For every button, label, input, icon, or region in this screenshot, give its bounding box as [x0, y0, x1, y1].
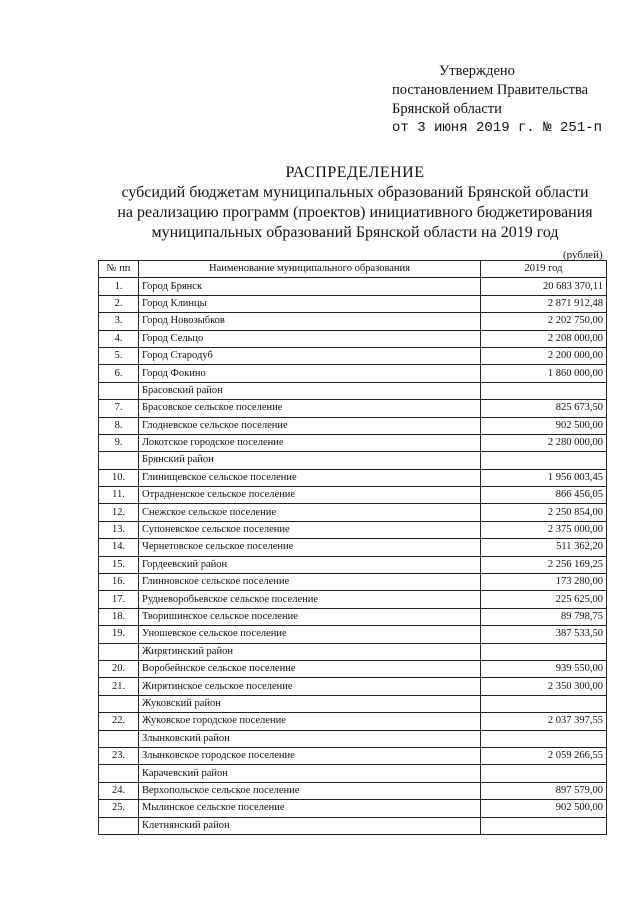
row-number: 16.: [99, 574, 139, 591]
table-row: [99, 434, 607, 451]
table-row: [99, 400, 607, 417]
district-row: [99, 452, 607, 469]
document-subtitle-line3: муниципальных образований Брянской области на 2019 год: [151, 224, 559, 241]
municipality-name: Локотское городское поселение: [139, 434, 481, 451]
subsidy-amount: [481, 382, 607, 399]
municipality-name: Воробейнское сельское поселение: [139, 660, 481, 677]
municipality-name: Город Фокино: [139, 365, 481, 382]
subsidy-amount: 825 673,50: [481, 400, 607, 417]
district-row: [99, 695, 607, 712]
subsidy-amount: 866 456,05: [481, 487, 607, 504]
subsidy-amount: 511 362,20: [481, 539, 607, 556]
municipality-name: Злынковский район: [139, 730, 481, 747]
table-row: [99, 660, 607, 677]
subsidy-amount: 2 208 000,00: [481, 330, 607, 347]
municipality-name: Глинновское сельское поселение: [139, 574, 481, 591]
municipality-name: Гордеевский район: [139, 556, 481, 573]
municipality-name: Супоневское сельское поселение: [139, 521, 481, 538]
document-heading: [100, 163, 610, 243]
table-row: [99, 556, 607, 573]
municipality-name: Жирятинский район: [139, 643, 481, 660]
municipality-name: Уношевское сельское поселение: [139, 626, 481, 643]
row-number: 5.: [99, 347, 139, 364]
municipality-name: Творишинское сельское поселение: [139, 608, 481, 625]
subsidy-amount: [481, 643, 607, 660]
table-row: [99, 278, 607, 295]
municipality-name: Брасовское сельское поселение: [139, 400, 481, 417]
municipality-name: Город Стародуб: [139, 347, 481, 364]
table-row: [99, 521, 607, 538]
subsidy-amount: 2 256 169,25: [481, 556, 607, 573]
row-number: [99, 765, 139, 782]
subsidy-amount: 2 871 912,48: [481, 295, 607, 312]
subsidy-amount: [481, 765, 607, 782]
subsidy-amount: 2 375 000,00: [481, 521, 607, 538]
municipality-name: Отрадненское сельское поселение: [139, 487, 481, 504]
table-row: [99, 365, 607, 382]
subsidy-amount: 1 860 000,00: [481, 365, 607, 382]
municipality-name: Брасовский район: [139, 382, 481, 399]
district-row: [99, 765, 607, 782]
municipality-name: Жирятинское сельское поселение: [139, 678, 481, 695]
municipality-name: Жуковский район: [139, 695, 481, 712]
subsidy-amount: 20 683 370,11: [481, 278, 607, 295]
subsidy-amount: 2 200 000,00: [481, 347, 607, 364]
district-row: [99, 382, 607, 399]
row-number: 10.: [99, 469, 139, 486]
currency-unit: (рублей): [563, 249, 603, 261]
row-number: [99, 817, 139, 834]
subsidy-amount: [481, 817, 607, 834]
approval-authority: постановлением Правительства: [392, 82, 589, 98]
table-row: [99, 800, 607, 817]
table-row: [99, 713, 607, 730]
column-header-year: 2019 год: [481, 261, 607, 278]
table-row: [99, 539, 607, 556]
row-number: 18.: [99, 608, 139, 625]
subsidy-amount: 387 533,50: [481, 626, 607, 643]
municipality-name: Город Сельцо: [139, 330, 481, 347]
subsidy-amount: 173 280,00: [481, 574, 607, 591]
table-row: [99, 330, 607, 347]
document-subtitle-line2: на реализацию программ (проектов) инициативного бюджетирования: [117, 204, 593, 221]
table-row: [99, 608, 607, 625]
table-row: [99, 574, 607, 591]
document-subtitle-line1: субсидий бюджетам муниципальных образований Брянской области: [121, 184, 589, 201]
municipality-name: Глодневское сельское поселение: [139, 417, 481, 434]
table-row: [99, 347, 607, 364]
subsidy-amount: 1 956 003,45: [481, 469, 607, 486]
subsidy-amount: 2 280 000,00: [481, 434, 607, 451]
municipality-name: Жуковское городское поселение: [139, 713, 481, 730]
row-number: 1.: [99, 278, 139, 295]
row-number: 9.: [99, 434, 139, 451]
table-row: [99, 295, 607, 312]
subsidy-table: [98, 260, 607, 835]
district-row: [99, 817, 607, 834]
municipality-name: Злынковское городское поселение: [139, 747, 481, 764]
municipality-name: Верхопольское сельское поселение: [139, 782, 481, 799]
row-number: [99, 695, 139, 712]
table-row: [99, 313, 607, 330]
subsidy-amount: 897 579,00: [481, 782, 607, 799]
approval-date-number: от 3 июня 2019 г. № 251-п: [392, 120, 603, 136]
row-number: 3.: [99, 313, 139, 330]
row-number: 12.: [99, 504, 139, 521]
table-row: [99, 417, 607, 434]
row-number: 17.: [99, 591, 139, 608]
table-row: [99, 504, 607, 521]
subsidy-amount: 2 202 750,00: [481, 313, 607, 330]
subsidy-amount: 2 037 397,55: [481, 713, 607, 730]
row-number: [99, 730, 139, 747]
approval-stamp: [392, 62, 632, 138]
row-number: 8.: [99, 417, 139, 434]
row-number: 24.: [99, 782, 139, 799]
subsidy-amount: 225 625,00: [481, 591, 607, 608]
municipality-name: Рудневоробьевское сельское поселение: [139, 591, 481, 608]
table-row: [99, 747, 607, 764]
document-title: РАСПРЕДЕЛЕНИЕ: [285, 164, 425, 181]
municipality-name: Мылинское сельское поселение: [139, 800, 481, 817]
district-row: [99, 730, 607, 747]
municipality-name: Город Клинцы: [139, 295, 481, 312]
row-number: 13.: [99, 521, 139, 538]
subsidy-amount: 89 798,75: [481, 608, 607, 625]
table-row: [99, 487, 607, 504]
row-number: 11.: [99, 487, 139, 504]
subsidy-amount: [481, 730, 607, 747]
approval-region: Брянской области: [392, 101, 502, 117]
municipality-name: Брянский район: [139, 452, 481, 469]
row-number: 23.: [99, 747, 139, 764]
subsidy-amount: 2 250 854,00: [481, 504, 607, 521]
row-number: [99, 382, 139, 399]
row-number: 4.: [99, 330, 139, 347]
municipality-name: Город Брянск: [139, 278, 481, 295]
table-row: [99, 469, 607, 486]
column-header-name: Наименование муниципального образования: [139, 261, 481, 278]
municipality-name: Глинищевское сельское поселение: [139, 469, 481, 486]
row-number: [99, 452, 139, 469]
row-number: 15.: [99, 556, 139, 573]
row-number: [99, 643, 139, 660]
approval-title: Утверждено: [439, 63, 515, 79]
row-number: 14.: [99, 539, 139, 556]
subsidy-amount: 902 500,00: [481, 800, 607, 817]
subsidy-amount: 2 350 300,00: [481, 678, 607, 695]
table-row: [99, 782, 607, 799]
row-number: 21.: [99, 678, 139, 695]
row-number: 6.: [99, 365, 139, 382]
table-header-row: [99, 261, 607, 278]
municipality-name: Клетнянский район: [139, 817, 481, 834]
row-number: 25.: [99, 800, 139, 817]
row-number: 22.: [99, 713, 139, 730]
table-row: [99, 678, 607, 695]
row-number: 19.: [99, 626, 139, 643]
table-row: [99, 626, 607, 643]
subsidy-amount: 2 059 266,55: [481, 747, 607, 764]
row-number: 7.: [99, 400, 139, 417]
table-row: [99, 591, 607, 608]
district-row: [99, 643, 607, 660]
subsidy-amount: [481, 695, 607, 712]
subsidy-amount: [481, 452, 607, 469]
municipality-name: Чернетовское сельское поселение: [139, 539, 481, 556]
column-header-number: № пп: [99, 261, 139, 278]
municipality-name: Карачевский район: [139, 765, 481, 782]
row-number: 20.: [99, 660, 139, 677]
municipality-name: Город Новозыбков: [139, 313, 481, 330]
subsidy-amount: 902 500,00: [481, 417, 607, 434]
row-number: 2.: [99, 295, 139, 312]
table-body: [99, 278, 607, 835]
municipality-name: Снежское сельское поселение: [139, 504, 481, 521]
subsidy-amount: 939 550,00: [481, 660, 607, 677]
